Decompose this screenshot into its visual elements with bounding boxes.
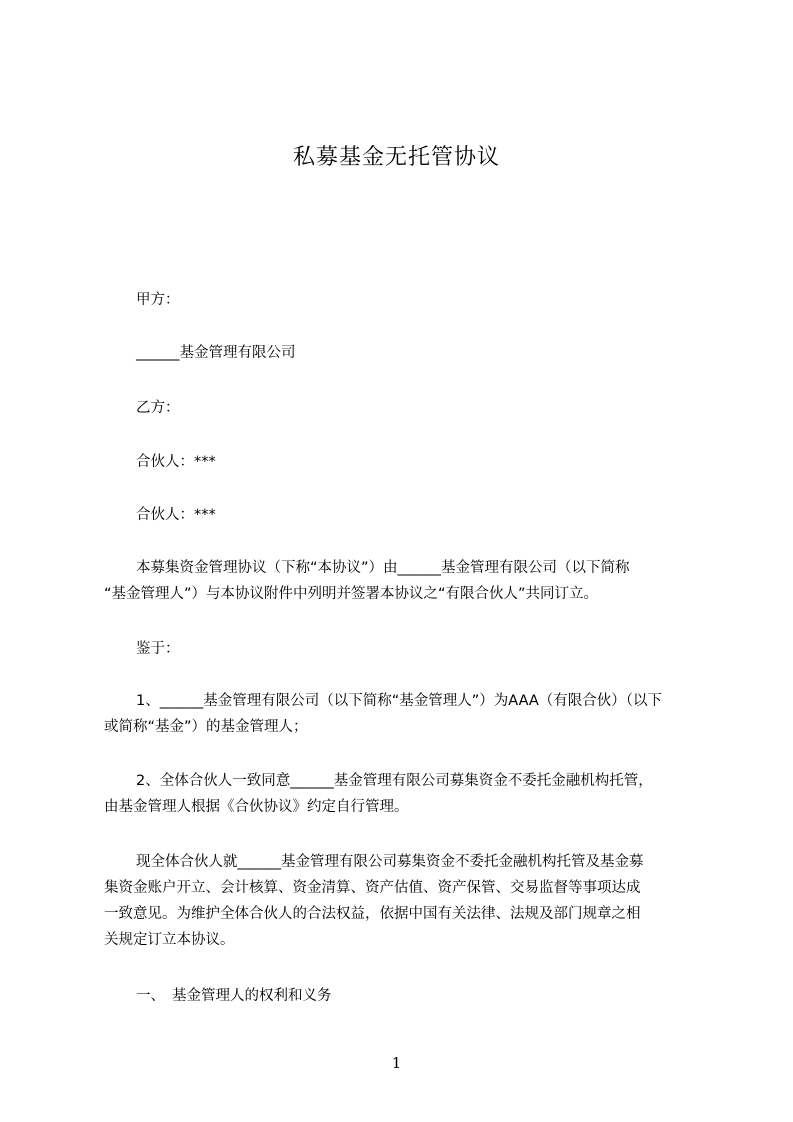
clause-1-paragraph [104, 688, 704, 740]
intro-line-2: “基金管理人”）与本协议附件中列明并签署本协议之“有限合伙人”共同订立。 [104, 586, 599, 602]
party-a-label: 甲方： [136, 292, 180, 308]
partner-1: 合伙人：*** [136, 454, 216, 470]
clause-2-paragraph [104, 768, 704, 820]
clause-2-line-2: 由基金管理人根据《合伙协议》约定自行管理。 [104, 799, 409, 815]
section-1-title: 基金管理人的权利和义务 [172, 988, 332, 1004]
statement-paragraph [104, 849, 704, 953]
statement-line-2: 集资金账户开立、会计核算、资金清算、资产估值、资产保管、交易监督等事项达成 [104, 880, 641, 896]
party-b-label: 乙方： [136, 400, 180, 416]
page-number: 1 [391, 1054, 402, 1072]
section-1-heading [136, 985, 332, 1007]
clause-1-line-2: 或简称“基金”）的基金管理人； [104, 719, 308, 735]
statement-line-4: 关规定订立本协议。 [104, 932, 235, 948]
whereas-label: 鉴于： [136, 641, 180, 657]
partner-2: 合伙人：*** [136, 507, 216, 523]
clause-1-line-1: 1、______基金管理有限公司（以下简称“基金管理人”）为AAA（有限合伙）（以下 [136, 693, 663, 709]
section-1-number: 一、 [136, 988, 165, 1004]
clause-2-line-1: 2、全体合伙人一致同意______基金管理有限公司募集资金不委托金融机构托管， [136, 773, 653, 789]
document-title: 私募基金无托管协议 [292, 145, 500, 170]
statement-line-3: 一致意见。为维护全体合伙人的合法权益，依据中国有关法律、法规及部门规章之相 [104, 906, 641, 922]
intro-line-1: 本募集资金管理协议（下称“本协议”）由______基金管理有限公司（以下简称 [136, 560, 630, 576]
intro-paragraph [104, 555, 704, 607]
party-a-name: ______基金管理有限公司 [136, 345, 296, 361]
statement-line-1: 现全体合伙人就______基金管理有限公司募集资金不委托金融机构托管及基金募 [136, 854, 644, 870]
